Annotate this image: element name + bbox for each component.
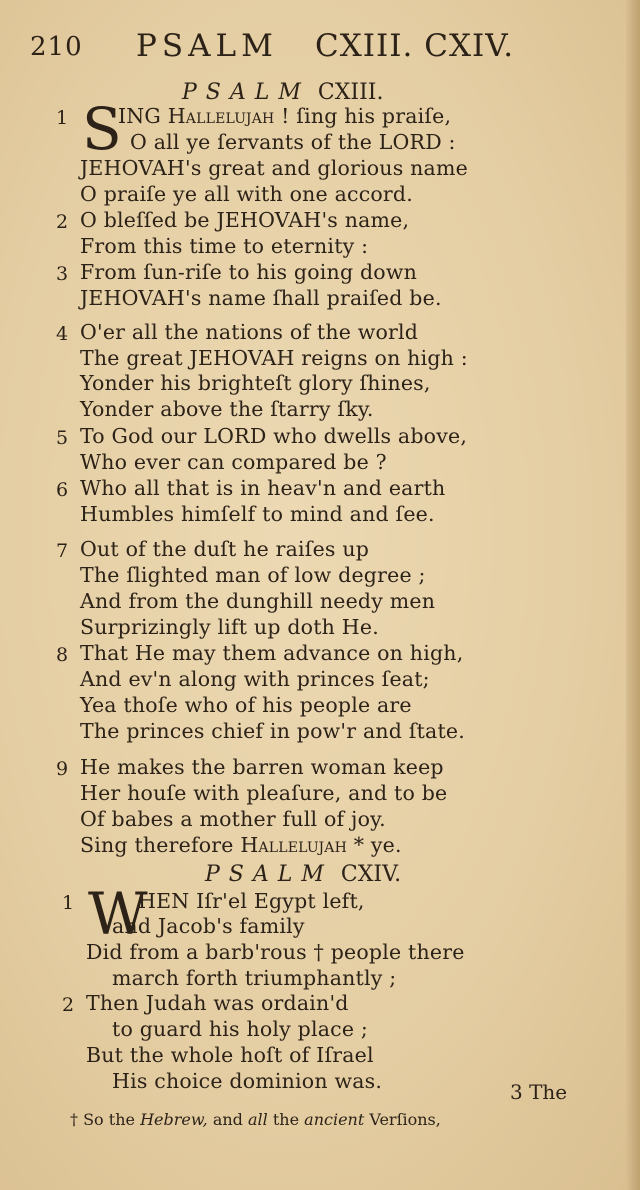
verse-line: The great JEHOVAH reigns on high : (80, 346, 468, 370)
drop-cap: S (82, 95, 122, 163)
verse-line: From ſun-riſe to his going down (80, 260, 418, 284)
footnote (70, 1110, 441, 1129)
verse-number: 2 (56, 211, 69, 233)
verse-line: The princes chief in pow'r and ſtate. (80, 719, 465, 743)
footnote-italic: ancient (304, 1110, 365, 1129)
verse-line: From this time to eternity : (80, 234, 369, 258)
verse-line: And ev'n along with princes ſeat; (80, 667, 430, 691)
verse-line: Surprizingly lift up doth He. (80, 615, 379, 639)
verse-line: to guard his holy place ; (112, 1017, 369, 1041)
verse-line: O all ye ſervants of the LORD : (130, 130, 456, 154)
verse-line: and Jacob's family (112, 914, 305, 938)
page-gutter (626, 0, 640, 1190)
verse-line: Who all that is in heav'n and earth (80, 476, 446, 500)
small-caps-text: Hallelujah (167, 104, 275, 128)
verse-line (118, 104, 451, 128)
footnote-mark: † (70, 1110, 78, 1129)
verse-line: O'er all the nations of the world (80, 320, 419, 344)
footnote-text: Verſions, (364, 1110, 441, 1129)
verse-line: O praiſe ye all with one accord. (80, 182, 413, 206)
verse-number: 8 (56, 644, 69, 666)
page-number: 210 (30, 32, 83, 62)
psalm-title-italic: PSALM (182, 80, 310, 105)
line-text: * ye. (347, 833, 402, 857)
verse-line: And from the dunghill needy men (80, 589, 436, 613)
verse-line: Yonder his brighteſt glory ſhines, (80, 371, 431, 395)
verse-line: Then Judah was ordain'd (86, 991, 349, 1015)
verse-line: To God our LORD who dwells above, (80, 424, 468, 448)
footnote-text: So the (78, 1110, 141, 1129)
verse-line: march forth triumphantly ; (112, 966, 397, 990)
verse-number: 1 (62, 892, 75, 914)
drop-cap: W (88, 880, 148, 948)
verse-line: He makes the barren woman keep (80, 755, 444, 779)
verse-line: HEN Iſr'el Egypt left, (138, 889, 365, 913)
verse-line: Humbles himſelf to mind and ſee. (80, 502, 435, 526)
verse-line: Of babes a mother full of joy. (80, 807, 386, 831)
small-caps-text: Hallelujah (240, 833, 348, 857)
verse-line: Yea thoſe who of his people are (80, 693, 412, 717)
verse-line: But the whole hoſt of Iſrael (86, 1043, 374, 1067)
verse-number: 1 (56, 107, 69, 129)
psalm-title-number: CXIV. (340, 862, 402, 887)
verse-line: Out of the duſt he raiſes up (80, 537, 370, 561)
psalm-title-italic: PSALM (205, 862, 333, 887)
line-text: Sing therefore (80, 833, 241, 857)
psalm-title (182, 80, 383, 105)
line-text: ING (118, 104, 168, 128)
footnote-italic: Hebrew, (140, 1110, 208, 1129)
footnote-text: the (267, 1110, 305, 1129)
verse-number: 7 (56, 540, 69, 562)
verse-number: 2 (62, 994, 75, 1016)
footnote-text: and (207, 1110, 248, 1129)
verse-line: The ſlighted man of low degree ; (80, 563, 426, 587)
verse-line: His choice dominion was. (112, 1069, 383, 1093)
psalm-title-number: CXIII. (317, 80, 384, 105)
verse-line: O bleſſed be JEHOVAH's name, (80, 208, 410, 232)
verse-number: 4 (56, 323, 69, 345)
verse-number: 3 (56, 263, 69, 285)
catchword: 3 The (510, 1080, 568, 1104)
verse-line: Did from a barb'rous † people there (86, 940, 465, 964)
verse-line: JEHOVAH's great and glorious name (80, 156, 468, 180)
verse-line: Who ever can compared be ? (80, 450, 387, 474)
running-title-numbers: CXIII. CXIV. (315, 28, 515, 64)
verse-line (80, 833, 402, 857)
verse-line: JEHOVAH's name ſhall praiſed be. (80, 286, 442, 310)
verse-number: 5 (56, 427, 69, 449)
verse-line: That He may them advance on high, (80, 641, 464, 665)
line-text: ! ſing his praiſe, (274, 104, 452, 128)
footnote-italic: all (248, 1110, 268, 1129)
psalm-title (205, 862, 401, 887)
running-title: PSALM (136, 28, 278, 64)
verse-line: Her houſe with pleaſure, and to be (80, 781, 448, 805)
verse-line: Yonder above the ſtarry ſky. (80, 397, 374, 421)
verse-number: 6 (56, 479, 69, 501)
verse-number: 9 (56, 758, 69, 780)
